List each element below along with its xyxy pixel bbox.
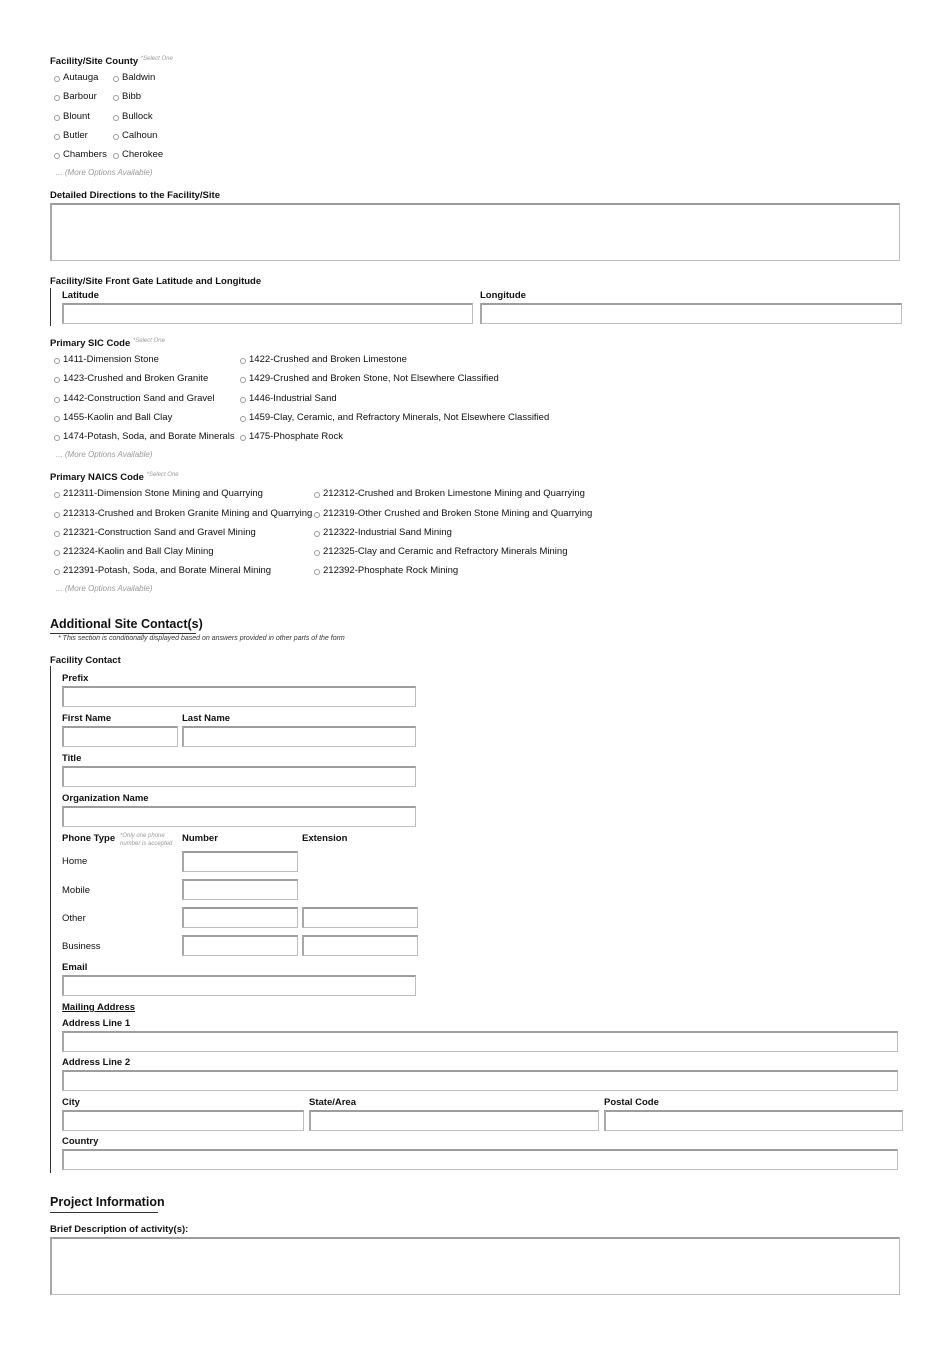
sic-option-label: 1422-Crushed and Broken Limestone [249,354,407,365]
project-title-underline [50,1212,158,1213]
latlong-label: Facility/Site Front Gate Latitude and Longitude [50,276,262,287]
directions-textarea[interactable] [50,203,900,261]
number-label: Number [182,833,218,844]
naics-option-label: 212312-Crushed and Broken Limestone Mining and Quarrying [323,488,585,499]
country-label: Country [62,1136,99,1147]
naics-option[interactable] [54,546,214,557]
radio-icon[interactable] [54,76,60,82]
contacts-title: Additional Site Contact(s) [50,617,203,631]
brief-textarea[interactable] [50,1237,900,1295]
phone-type-home: Home [62,856,88,867]
naics-option[interactable] [54,527,256,538]
sic-option-label: 1475-Phosphate Rock [249,431,344,442]
naics-label: Primary NAICS Code $^{*Select One}$ [50,472,179,483]
naics-option-label: 212313-Crushed and Broken Granite Mining and Quarrying [63,508,313,519]
first-name-label: First Name [62,713,112,724]
extension-label: Extension [302,833,348,844]
sic-option[interactable] [240,373,499,384]
facility-contact-label: Facility Contact [50,655,121,666]
radio-icon[interactable] [314,512,320,518]
radio-icon[interactable] [54,492,60,498]
address1-input[interactable] [62,1031,898,1052]
county-option[interactable] [54,72,98,83]
county-option[interactable] [54,91,97,102]
city-label: City [62,1097,80,1108]
naics-option-label: 212322-Industrial Sand Mining [323,527,452,538]
radio-icon[interactable] [240,358,246,364]
business-number-input[interactable] [182,935,298,956]
county-option[interactable] [113,91,141,102]
naics-option-label: 212391-Potash, Soda, and Borate Mineral Mining [63,565,272,576]
sic-option-label: 1411-Dimension Stone [63,354,159,365]
sic-label: Primary SIC Code $^{*Select One}$ [50,338,165,349]
sic-option-label: 1442-Construction Sand and Gravel [63,393,215,404]
naics-option-label: 212311-Dimension Stone Mining and Quarrying [63,488,263,499]
other-number-input[interactable] [182,907,298,928]
radio-icon[interactable] [240,435,246,441]
sic-option-label: 1474-Potash, Soda, and Borate Minerals [63,431,235,442]
mobile-number-input[interactable] [182,879,298,900]
county-more: ... (More Options Available) [56,168,153,177]
sic-option[interactable] [54,431,235,442]
naics-option[interactable] [314,488,585,499]
brief-label: Brief Description of activity(s): [50,1224,189,1235]
sic-option-label: 1446-Industrial Sand [249,393,337,404]
radio-icon[interactable] [113,115,119,121]
address1-label: Address Line 1 [62,1018,131,1029]
radio-icon[interactable] [54,115,60,121]
latitude-input[interactable] [62,303,473,324]
county-option[interactable] [113,72,155,83]
postal-input[interactable] [604,1110,903,1131]
city-input[interactable] [62,1110,304,1131]
prefix-input[interactable] [62,686,416,707]
email-label: Email [62,962,88,973]
project-title: Project Information [50,1195,165,1209]
radio-icon[interactable] [54,512,60,518]
sic-option[interactable] [240,354,407,365]
contacts-note: * This section is conditionally displayed based on answers provided in other parts of the form [58,635,345,642]
longitude-label: Longitude [480,290,526,301]
sic-option-label: 1459-Clay, Ceramic, and Refractory Minerals, Not Elsewhere Classified [249,412,550,423]
title-label: Title [62,753,82,764]
title-input[interactable] [62,766,416,787]
sic-option[interactable] [54,412,172,423]
prefix-label: Prefix [62,673,89,684]
county-option-label: Bullock [122,111,153,122]
sic-hint: *Select One [132,338,165,344]
radio-icon[interactable] [240,416,246,422]
naics-option[interactable] [314,546,567,557]
radio-icon[interactable] [54,531,60,537]
county-option[interactable] [54,111,90,122]
county-option-label: Cherokee [122,149,164,160]
radio-icon[interactable] [113,134,119,140]
county-option[interactable] [113,111,153,122]
naics-option-label: 212321-Construction Sand and Gravel Mining [63,527,256,538]
phone-hint: *Only one phone number is accepted [120,833,173,847]
naics-more: ... (More Options Available) [56,584,153,593]
other-extension-input[interactable] [302,907,418,928]
facility-contact-bar [50,666,51,1173]
radio-icon[interactable] [54,569,60,575]
naics-option-label: 212392-Phosphate Rock Mining [323,565,459,576]
home-number-input[interactable] [182,851,298,872]
directions-label: Detailed Directions to the Facility/Site [50,190,220,201]
radio-icon[interactable] [240,397,246,403]
organization-label: Organization Name [62,793,149,804]
county-option-label: Autauga [63,72,99,83]
phone-type-mobile: Mobile [62,885,90,896]
naics-option[interactable] [54,508,312,519]
radio-icon[interactable] [113,76,119,82]
last-name-label: Last Name [182,713,231,724]
country-input[interactable] [62,1149,898,1170]
county-option-label: Chambers [63,149,107,160]
naics-hint: *Select One [146,472,179,478]
latitude-label: Latitude [62,290,99,301]
sic-option-label: 1423-Crushed and Broken Granite [63,373,209,384]
radio-icon[interactable] [113,95,119,101]
county-option[interactable] [113,149,163,160]
mailing-address-heading: Mailing Address [62,1002,136,1013]
radio-icon[interactable] [314,492,320,498]
radio-icon[interactable] [240,377,246,383]
naics-option-label: 212319-Other Crushed and Broken Stone Mining and Quarrying [323,508,593,519]
address2-input[interactable] [62,1070,898,1091]
radio-icon[interactable] [54,435,60,441]
radio-icon[interactable] [54,358,60,364]
radio-icon[interactable] [314,531,320,537]
radio-icon[interactable] [54,397,60,403]
naics-option-label: 212325-Clay and Ceramic and Refractory Minerals Mining [323,546,568,557]
business-extension-input[interactable] [302,935,418,956]
last-name-input[interactable] [182,726,416,747]
sic-option[interactable] [240,393,337,404]
state-label: State/Area [309,1097,356,1108]
state-input[interactable] [309,1110,599,1131]
county-option-label: Baldwin [122,72,156,83]
county-option-label: Blount [63,111,90,122]
organization-input[interactable] [62,806,416,827]
radio-icon[interactable] [54,134,60,140]
first-name-input[interactable] [62,726,178,747]
naics-option[interactable] [314,565,458,576]
radio-icon[interactable] [314,550,320,556]
radio-icon[interactable] [314,569,320,575]
sic-option[interactable] [54,373,208,384]
county-label: Facility/Site County $^{*Select One}$ [50,56,173,67]
naics-option[interactable] [54,488,263,499]
radio-icon[interactable] [54,550,60,556]
naics-option-label: 212324-Kaolin and Ball Clay Mining [63,546,214,557]
latlong-bar [50,288,51,326]
naics-option[interactable] [314,508,592,519]
sic-option-label: 1429-Crushed and Broken Stone, Not Elsewhere Classified [249,373,499,384]
county-hint: *Select One [140,56,173,62]
naics-option[interactable] [54,565,271,576]
naics-option[interactable] [314,527,452,538]
sic-option[interactable] [240,431,343,442]
radio-icon[interactable] [54,416,60,422]
county-option-label: Butler [63,130,88,141]
county-option-label: Calhoun [122,130,158,141]
sic-option[interactable] [54,354,159,365]
sic-more: ... (More Options Available) [56,450,153,459]
radio-icon[interactable] [54,153,60,159]
email-input[interactable] [62,975,416,996]
sic-option-label: 1455-Kaolin and Ball Clay [63,412,173,423]
sic-option[interactable] [240,412,549,423]
address2-label: Address Line 2 [62,1057,131,1068]
postal-label: Postal Code [604,1097,659,1108]
radio-icon[interactable] [54,377,60,383]
longitude-input[interactable] [480,303,902,324]
county-option[interactable] [54,130,88,141]
phone-type-other: Other [62,913,86,924]
county-option[interactable] [113,130,157,141]
county-option-label: Bibb [122,91,142,102]
contacts-title-underline [50,633,196,634]
phone-type-business: Business [62,941,101,952]
county-option-label: Barbour [63,91,97,102]
sic-option[interactable] [54,393,215,404]
phone-type-label: Phone Type [62,833,116,844]
radio-icon[interactable] [113,153,119,159]
county-option[interactable] [54,149,107,160]
radio-icon[interactable] [54,95,60,101]
